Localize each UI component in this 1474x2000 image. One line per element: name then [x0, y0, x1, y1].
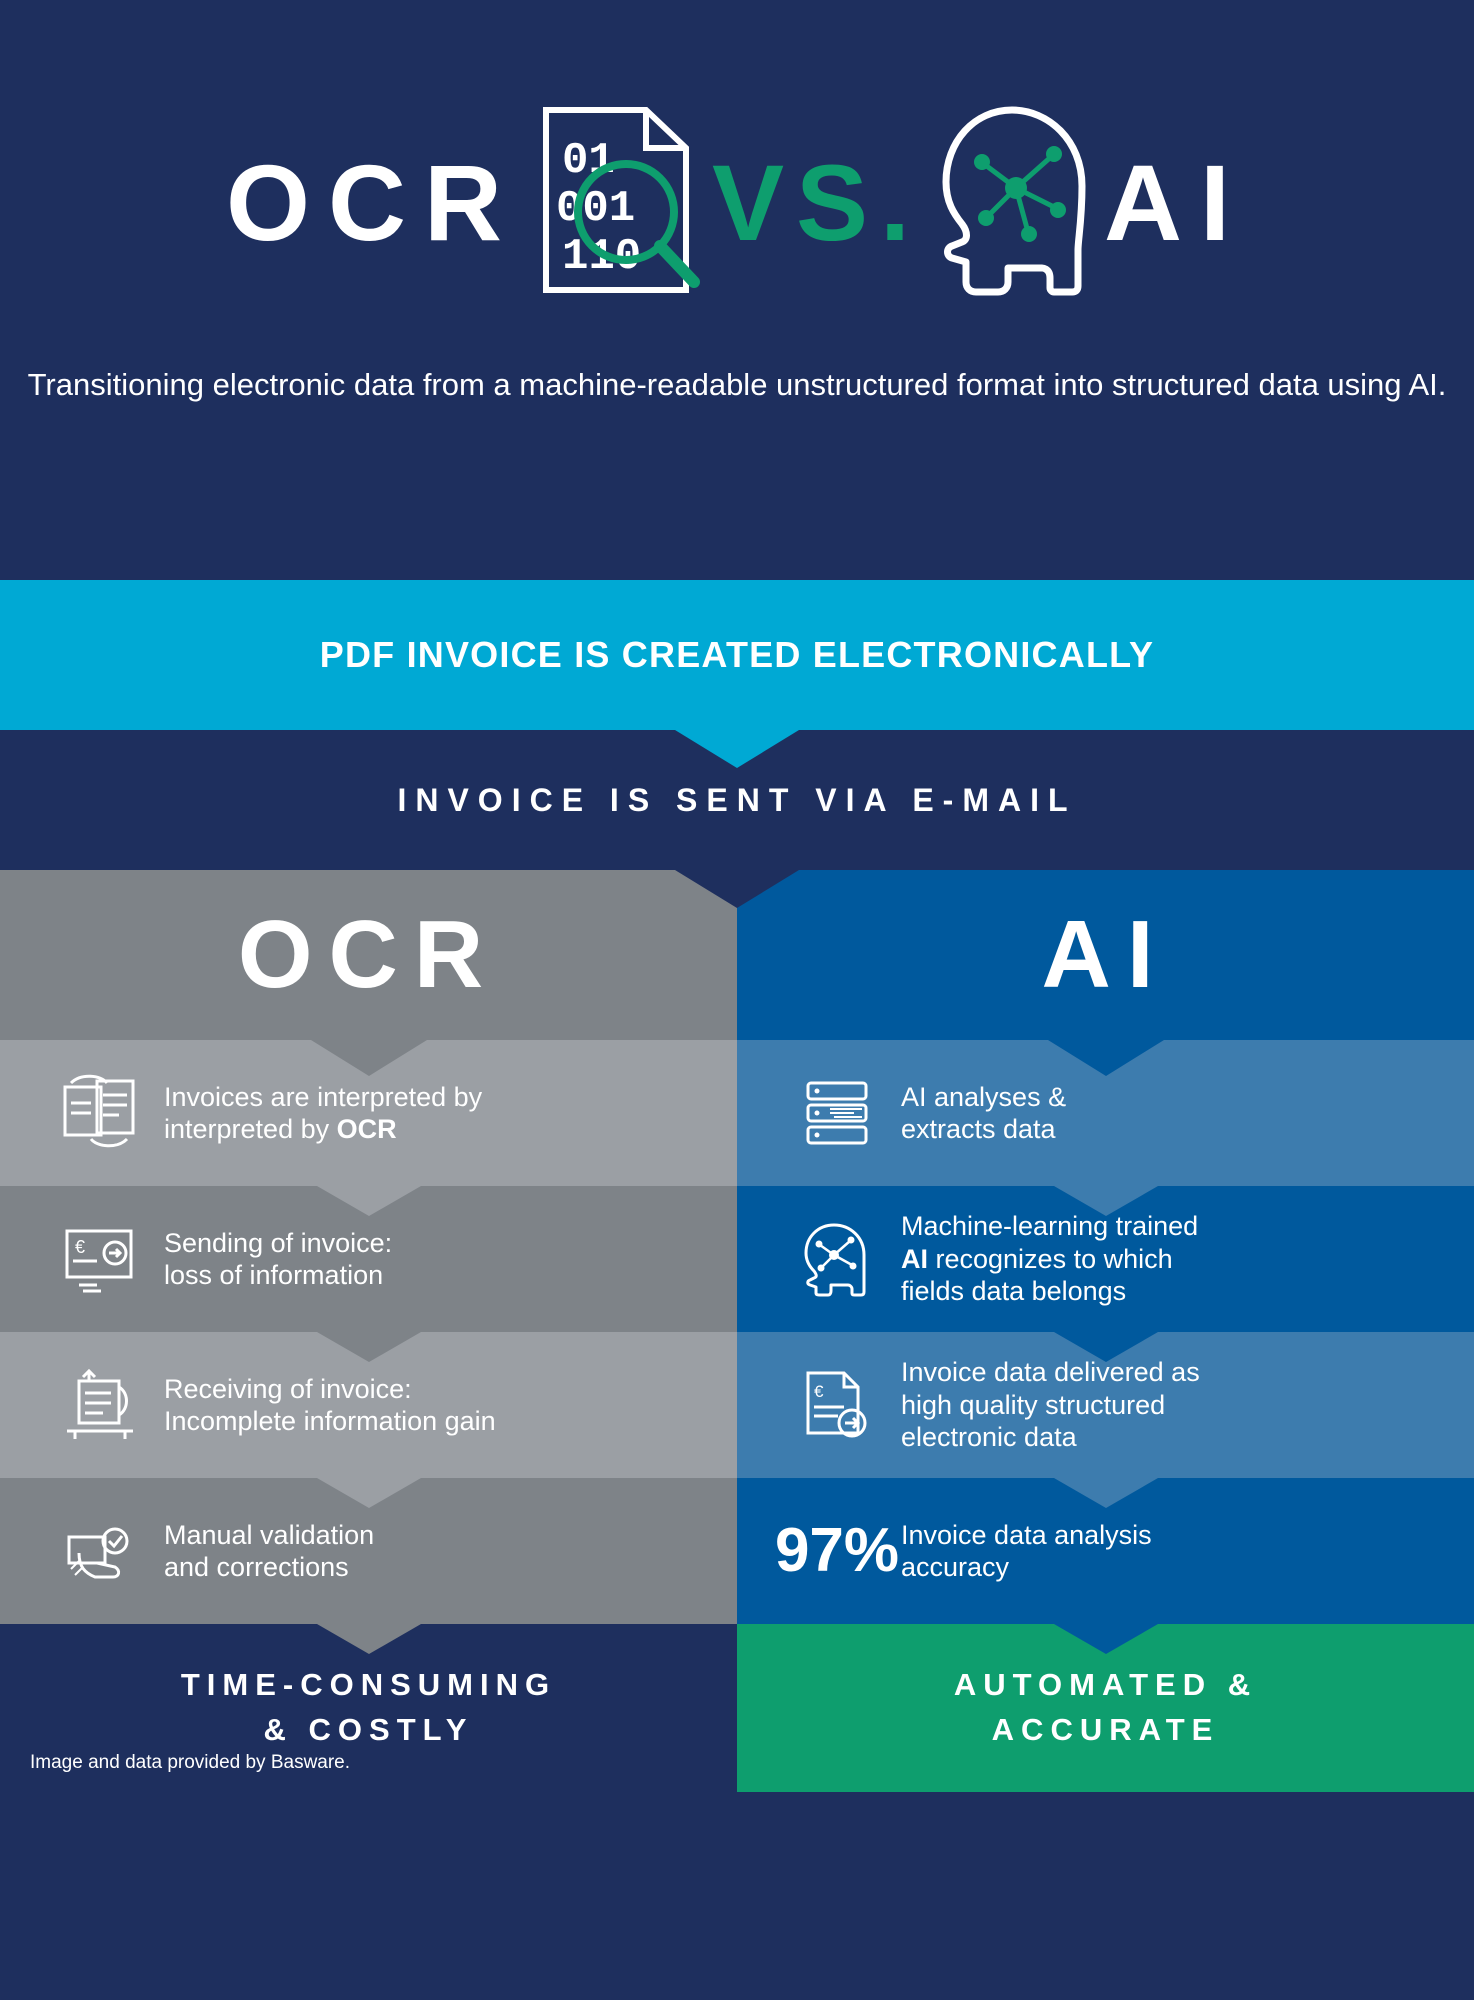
title-ocr: OCR — [225, 141, 520, 263]
euro-card-arrow-icon — [46, 1219, 154, 1299]
title-ai: AI — [1104, 141, 1249, 263]
database-stack-icon — [783, 1073, 891, 1153]
ocr-row-2-line2: loss of information — [164, 1260, 384, 1290]
band-email-label: INVOICE IS SENT VIA E-MAIL — [397, 781, 1077, 818]
notch-pdf — [675, 730, 799, 768]
notch-ai-2 — [1054, 1332, 1158, 1362]
ai-row-2-line1: Machine-learning trained — [901, 1211, 1199, 1242]
binary-document-magnifier-icon — [526, 100, 706, 305]
documents-refresh-icon — [46, 1073, 154, 1153]
comparison-columns — [0, 870, 1474, 1792]
ai-footer-line2: ACCURATE — [991, 1712, 1220, 1747]
ocr-row-2-line1: Sending of invoice: — [164, 1227, 393, 1258]
title-vs: VS. — [711, 141, 923, 263]
ai-row-4-line2: accuracy — [901, 1552, 1010, 1582]
svg-text:110: 110 — [561, 232, 642, 282]
ocr-row-4-line2: and corrections — [164, 1552, 349, 1582]
title-row — [0, 0, 1474, 305]
ocr-row-3-line1: Receiving of invoice: — [164, 1373, 412, 1404]
ocr-row-3-line2: Incomplete information gain — [164, 1406, 496, 1436]
notch-ai-1 — [1054, 1186, 1158, 1216]
ai-row-3-line3: electronic data — [901, 1422, 1077, 1453]
ai-row-2-line3: fields data belongs — [901, 1276, 1127, 1307]
credit-text: Image and data provided by Basware. — [30, 1752, 351, 1773]
column-ocr-title: OCR — [237, 901, 500, 1008]
ocr-row-1-text-plain: Invoices are interpreted by — [164, 1081, 483, 1112]
header-subtitle: Transitioning electronic data from a machine-readable unstructured format into structured data using AI. — [27, 367, 1447, 402]
notch-email — [675, 870, 799, 908]
ai-row-4-text — [901, 1519, 1152, 1584]
ocr-footer-text — [181, 1663, 556, 1753]
notch-ai-4 — [1054, 1624, 1158, 1654]
ocr-row-1-text-bold: OCR — [336, 1114, 397, 1144]
ai-row-2-bold: AI — [901, 1243, 928, 1274]
notch-ocr-1 — [317, 1186, 421, 1216]
ocr-footer-line2: & COSTLY — [263, 1712, 474, 1747]
euro-document-arrow-icon — [783, 1365, 891, 1445]
band-pdf-created — [0, 580, 1474, 730]
notch-ai-3 — [1054, 1478, 1158, 1508]
column-ocr-header — [0, 870, 737, 1040]
ocr-row-1-cont: interpreted by — [164, 1114, 337, 1144]
ocr-row-4-line1: Manual validation — [164, 1519, 375, 1550]
ocr-row-1-text — [164, 1081, 482, 1146]
invoice-receive-icon — [46, 1365, 154, 1445]
ai-row-2-line2: recognizes to which — [928, 1243, 1173, 1274]
accuracy-stat — [774, 1516, 900, 1585]
ai-footer-line1: AUTOMATED & — [953, 1667, 1258, 1703]
svg-text:€: € — [814, 1382, 824, 1401]
ai-row-3-line2: high quality structured — [901, 1389, 1166, 1420]
ai-row-1-line2: extracts data — [901, 1114, 1056, 1144]
ai-row-4-line1: Invoice data analysis — [901, 1519, 1152, 1550]
ocr-row-2-text — [164, 1227, 392, 1292]
column-ai — [737, 870, 1474, 1792]
ai-row-3-line1: Invoice data delivered as — [901, 1357, 1200, 1388]
hand-check-icon — [46, 1511, 154, 1591]
svg-text:01: 01 — [561, 136, 615, 186]
column-ocr — [0, 870, 737, 1792]
column-ai-header — [737, 870, 1474, 1040]
ai-row-2-text — [901, 1210, 1198, 1307]
column-ai-title: AI — [1041, 901, 1170, 1008]
notch-ocr-3 — [317, 1478, 421, 1508]
ocr-row-4-text — [164, 1519, 374, 1584]
svg-text:€: € — [75, 1237, 86, 1257]
ai-footer-text — [954, 1663, 1257, 1753]
header-section — [0, 0, 1474, 580]
accuracy-unit: % — [843, 1516, 900, 1585]
notch-ocr-2 — [317, 1332, 421, 1362]
ai-row-1-line1: AI analyses & — [901, 1081, 1067, 1112]
band-pdf-label: PDF INVOICE IS CREATED ELECTRONICALLY — [319, 634, 1155, 675]
notch-ocr-head — [311, 1040, 427, 1076]
notch-ai-head — [1048, 1040, 1164, 1076]
ai-head-icon — [783, 1219, 891, 1299]
ocr-footer-line1: TIME-CONSUMING — [180, 1667, 557, 1703]
accuracy-value: 97 — [774, 1516, 844, 1585]
notch-ocr-4 — [317, 1624, 421, 1654]
svg-text:001: 001 — [555, 184, 636, 234]
ai-row-3-text — [901, 1356, 1200, 1453]
ocr-row-3-text — [164, 1373, 496, 1438]
ai-row-1-text — [901, 1081, 1066, 1146]
ai-head-network-icon — [932, 100, 1102, 305]
